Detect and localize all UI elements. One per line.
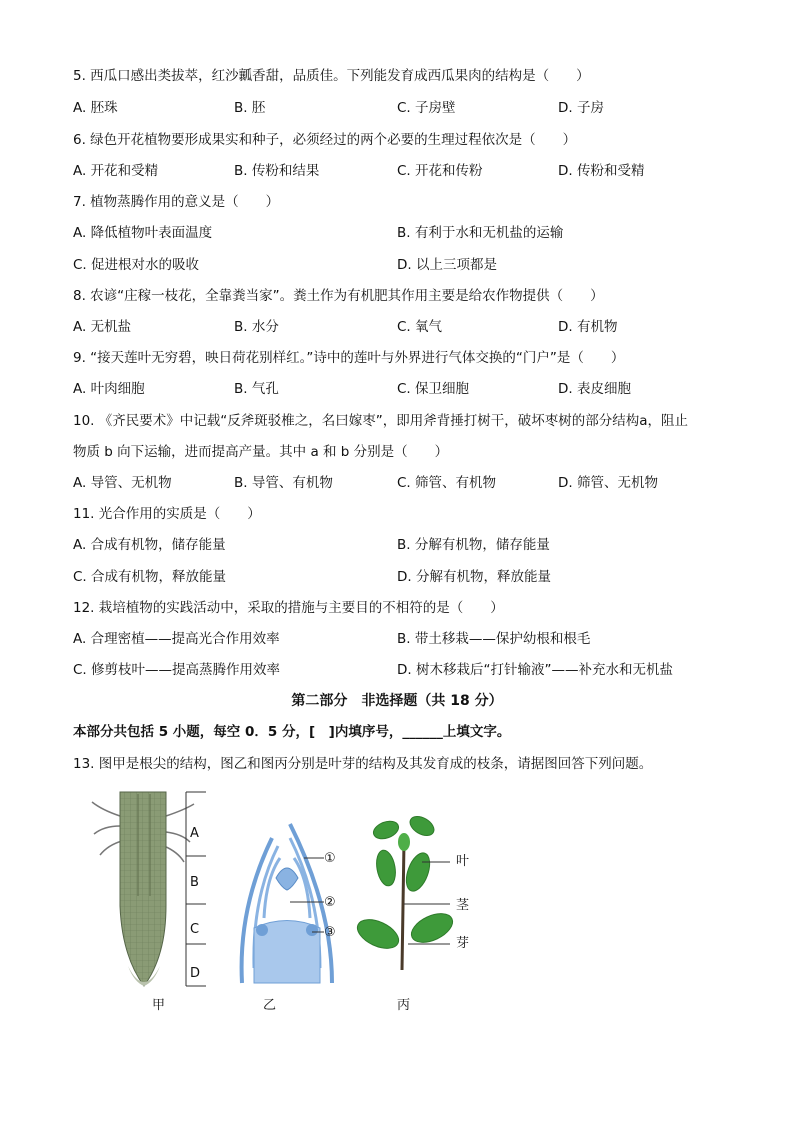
leaf xyxy=(402,850,434,894)
leaf xyxy=(353,914,403,954)
question-13-stem: 13. 图甲是根尖的结构，图乙和图丙分别是叶芽的结构及其发育成的枝条，请据图回答下列问题。 xyxy=(73,756,653,772)
q12-option-b: B. 带土移栽——保护幼根和根毛 xyxy=(397,631,591,647)
fig-jia-label-c: C xyxy=(190,922,200,937)
question-5-stem: 5. 西瓜口感出类拔萃，红沙瓤香甜，品质佳。下列能发育成西瓜果肉的结构是（ ） xyxy=(73,68,590,84)
question-8-stem: 8. 农谚“庄稼一枝花，全靠粪当家”。粪土作为有机肥其作用主要是给农作物提供（ ） xyxy=(73,288,604,304)
bud-primordium-right xyxy=(306,924,318,936)
q11-option-b: B. 分解有机物，储存能量 xyxy=(397,537,550,553)
q9-option-a: A. 叶肉细胞 xyxy=(73,381,145,397)
q6-option-c: C. 开花和传粉 xyxy=(397,163,483,179)
terminal-bud xyxy=(398,833,410,851)
fig-bing-label-leaf: 叶 xyxy=(456,854,470,869)
q10-option-a: A. 导管、无机物 xyxy=(73,475,172,491)
q9-option-b: B. 气孔 xyxy=(234,381,279,397)
root-tip-figure xyxy=(88,786,218,996)
fig-jia-label-a: A xyxy=(190,826,199,841)
q9-option-c: C. 保卫细胞 xyxy=(397,381,470,397)
root-hair xyxy=(100,841,122,855)
question-7-stem: 7. 植物蒸腾作用的意义是（ ） xyxy=(73,194,280,210)
q11-option-c: C. 合成有机物，释放能量 xyxy=(73,569,227,585)
q5-option-a: A. 胚珠 xyxy=(73,100,118,116)
root-hair xyxy=(166,804,194,816)
q7-option-d: D. 以上三项都是 xyxy=(397,257,497,273)
q6-option-d: D. 传粉和受精 xyxy=(558,163,645,179)
q7-option-b: B. 有利于水和无机盐的运输 xyxy=(397,225,564,241)
q12-option-a: A. 合理密植——提高光合作用效率 xyxy=(73,631,280,647)
question-9-stem: 9. “接天莲叶无穷碧，映日荷花别样红。”诗中的莲叶与外界进行气体交换的“门户”是（ ） xyxy=(73,350,625,366)
bud-primordium-left xyxy=(256,924,268,936)
fig-yi-label-1: ① xyxy=(324,851,336,866)
leaf xyxy=(374,849,398,888)
question-6-stem: 6. 绿色开花植物要形成果实和种子，必须经过的两个必要的生理过程依次是（ ） xyxy=(73,132,577,148)
fig-bing-label-bud: 芽 xyxy=(456,936,470,951)
leaf xyxy=(407,813,438,840)
q12-option-c: C. 修剪枝叶——提高蒸腾作用效率 xyxy=(73,662,281,678)
leaf xyxy=(371,818,401,842)
q10-option-d: D. 筛管、无机物 xyxy=(558,475,658,491)
fig-yi-label-2: ② xyxy=(324,895,336,910)
q8-option-b: B. 水分 xyxy=(234,319,279,335)
q8-option-d: D. 有机物 xyxy=(558,319,618,335)
q7-option-a: A. 降低植物叶表面温度 xyxy=(73,225,213,241)
q8-option-a: A. 无机盐 xyxy=(73,319,132,335)
fig-bing-label-stem: 茎 xyxy=(456,898,470,913)
root-hair xyxy=(92,802,120,816)
q11-option-a: A. 合成有机物，储存能量 xyxy=(73,537,226,553)
fig-yi-caption: 乙 xyxy=(263,998,277,1013)
question-11-stem: 11. 光合作用的实质是（ ） xyxy=(73,506,261,522)
q5-option-d: D. 子房 xyxy=(558,100,604,116)
root-hair xyxy=(164,846,184,862)
fig-bing-caption: 丙 xyxy=(397,998,411,1013)
fig-jia-label-b: B xyxy=(190,875,199,890)
question-10-stem: 10. 《齐民要术》中记载“反斧斑驳椎之，名曰嫁枣”，即用斧背捶打树干，破坏枣树的部分结构a，阻止 xyxy=(73,413,689,429)
section-title: 第二部分 非选择题（共 18 分） xyxy=(291,693,503,709)
branch-figure xyxy=(350,812,460,972)
root-body xyxy=(120,792,166,986)
leaf xyxy=(407,908,457,948)
section-instruction: 本部分共包括 5 小题，每空 0．5 分，[ ]内填序号，______上填文字。 xyxy=(73,724,511,740)
q7-option-c: C. 促进根对水的吸收 xyxy=(73,257,200,273)
q11-option-d: D. 分解有机物，释放能量 xyxy=(397,569,551,585)
q10-option-b: B. 导管、有机物 xyxy=(234,475,333,491)
fig-jia-label-d: D xyxy=(190,966,201,981)
q9-option-d: D. 表皮细胞 xyxy=(558,381,631,397)
q5-option-c: C. 子房壁 xyxy=(397,100,456,116)
stem xyxy=(402,842,404,970)
growth-point xyxy=(276,868,298,890)
fig-jia-caption: 甲 xyxy=(152,998,166,1013)
q8-option-c: C. 氧气 xyxy=(397,319,443,335)
question-12-stem: 12. 栽培植物的实践活动中，采取的措施与主要目的不相符的是（ ） xyxy=(73,600,504,616)
fig-yi-label-3: ③ xyxy=(324,925,336,940)
q5-option-b: B. 胚 xyxy=(234,100,266,116)
young-leaf xyxy=(264,858,280,918)
q6-option-b: B. 传粉和结果 xyxy=(234,163,320,179)
root-hair xyxy=(94,826,120,834)
q12-option-d: D. 树木移栽后“打针输液”——补充水和无机盐 xyxy=(397,662,673,678)
q10-option-c: C. 筛管、有机物 xyxy=(397,475,497,491)
question-10-stem-cont: 物质 b 向下运输，进而提高产量。其中 a 和 b 分别是（ ） xyxy=(73,444,449,460)
q6-option-a: A. 开花和受精 xyxy=(73,163,159,179)
